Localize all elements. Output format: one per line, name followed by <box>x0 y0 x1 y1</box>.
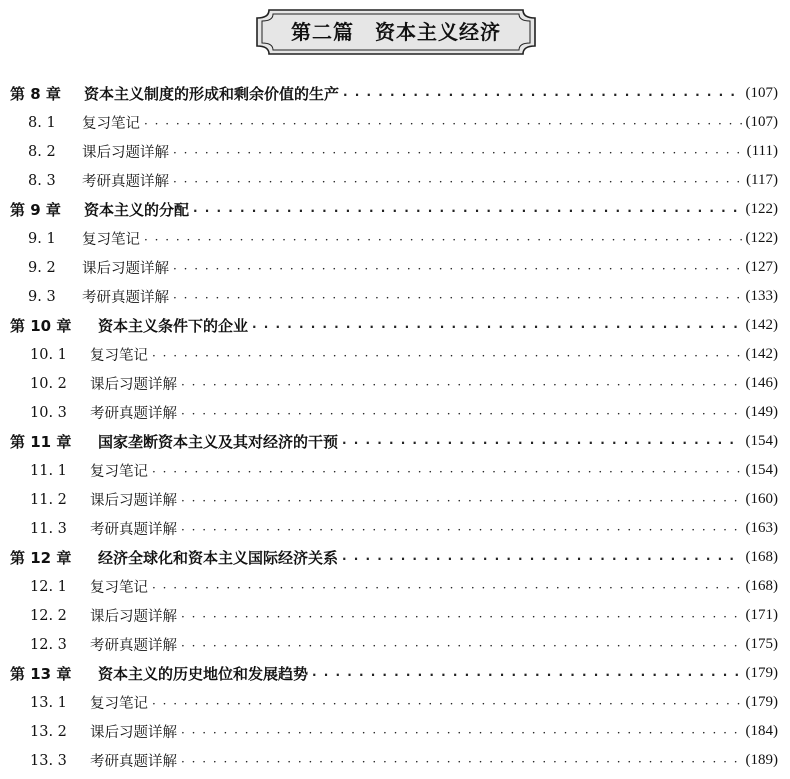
section-title: 课后习题详解 <box>90 493 177 509</box>
page-number: (111) <box>746 143 778 159</box>
chapter-number: 第 10 章 <box>10 317 72 335</box>
dot-leader <box>152 465 742 479</box>
chapter-title: 资本主义制度的形成和剩余价值的生产 <box>84 85 340 103</box>
page-number: (142) <box>745 346 778 362</box>
section-title: 考研真题详解 <box>90 522 177 538</box>
section-number: 12. 1 <box>30 578 67 595</box>
page-number: (107) <box>745 85 778 101</box>
section-title: 复习笔记 <box>90 580 148 596</box>
toc-section-row[interactable] <box>10 572 778 601</box>
table-of-contents <box>10 79 778 775</box>
section-title: 考研真题详解 <box>90 754 177 770</box>
toc-chapter-row[interactable] <box>10 79 778 108</box>
dot-leader <box>342 552 741 566</box>
page-number: (117) <box>746 172 778 188</box>
toc-section-row[interactable] <box>10 514 778 543</box>
dot-leader <box>312 668 741 682</box>
page-number: (160) <box>745 491 778 507</box>
dot-leader <box>152 697 742 711</box>
section-title: 课后习题详解 <box>90 725 177 741</box>
dot-leader <box>152 349 742 363</box>
toc-section-row[interactable] <box>10 137 778 166</box>
dot-leader <box>343 88 741 102</box>
section-title: 课后习题详解 <box>82 261 169 277</box>
chapter-title: 资本主义条件下的企业 <box>98 317 249 335</box>
chapter-title: 资本主义的历史地位和发展趋势 <box>98 665 309 683</box>
page-number: (149) <box>745 404 778 420</box>
part-header <box>0 4 790 60</box>
page-number: (175) <box>745 636 778 652</box>
toc-section-row[interactable] <box>10 166 778 195</box>
section-title: 复习笔记 <box>90 464 148 480</box>
dot-leader <box>181 407 742 421</box>
dot-leader <box>181 378 742 392</box>
chapter-title: 经济全球化和资本主义国际经济关系 <box>98 549 339 567</box>
chapter-number: 第 9 章 <box>10 201 61 219</box>
page-number: (127) <box>745 259 778 275</box>
section-title: 考研真题详解 <box>82 174 169 190</box>
toc-section-row[interactable] <box>10 688 778 717</box>
section-title: 考研真题详解 <box>82 290 169 306</box>
dot-leader <box>173 262 742 276</box>
chapter-number: 第 12 章 <box>10 549 72 567</box>
page-number: (179) <box>745 665 778 681</box>
section-number: 8. 2 <box>28 143 56 160</box>
page-number: (184) <box>745 723 778 739</box>
dot-leader <box>144 233 742 247</box>
toc-section-row[interactable] <box>10 224 778 253</box>
page-number: (163) <box>745 520 778 536</box>
dot-leader <box>173 146 743 160</box>
section-number: 11. 2 <box>30 491 67 508</box>
section-number: 13. 1 <box>30 694 67 711</box>
section-number: 10. 1 <box>30 346 67 363</box>
section-title: 复习笔记 <box>90 348 148 364</box>
part-title-banner <box>255 8 537 56</box>
page-number: (154) <box>745 433 778 449</box>
section-title: 复习笔记 <box>82 116 140 132</box>
section-title: 课后习题详解 <box>90 377 177 393</box>
dot-leader <box>181 639 742 653</box>
section-title: 考研真题详解 <box>90 638 177 654</box>
dot-leader <box>181 726 742 740</box>
chapter-number: 第 13 章 <box>10 665 72 683</box>
dot-leader <box>181 523 742 537</box>
toc-section-row[interactable] <box>10 630 778 659</box>
dot-leader <box>173 175 742 189</box>
toc-chapter-row[interactable] <box>10 311 778 340</box>
section-title: 复习笔记 <box>82 232 140 248</box>
section-title: 考研真题详解 <box>90 406 177 422</box>
toc-section-row[interactable] <box>10 108 778 137</box>
toc-chapter-row[interactable] <box>10 195 778 224</box>
section-number: 10. 3 <box>30 404 67 421</box>
section-number: 9. 3 <box>28 288 56 305</box>
chapter-title: 国家垄断资本主义及其对经济的干预 <box>98 433 339 451</box>
dot-leader <box>152 581 742 595</box>
toc-section-row[interactable] <box>10 282 778 311</box>
page-number: (142) <box>745 317 778 333</box>
dot-leader <box>252 320 741 334</box>
section-number: 8. 1 <box>28 114 56 131</box>
toc-chapter-row[interactable] <box>10 427 778 456</box>
dot-leader <box>181 610 742 624</box>
section-number: 11. 1 <box>30 462 67 479</box>
section-number: 9. 1 <box>28 230 56 247</box>
page-number: (133) <box>745 288 778 304</box>
toc-section-row[interactable] <box>10 746 778 775</box>
toc-chapter-row[interactable] <box>10 543 778 572</box>
chapter-title: 资本主义的分配 <box>84 201 190 219</box>
dot-leader <box>181 494 742 508</box>
page-number: (179) <box>745 694 778 710</box>
section-number: 8. 3 <box>28 172 56 189</box>
section-title: 课后习题详解 <box>90 609 177 625</box>
page-number: (122) <box>745 201 778 217</box>
section-title: 复习笔记 <box>90 696 148 712</box>
dot-leader <box>193 204 741 218</box>
page-number: (168) <box>745 549 778 565</box>
page-number: (122) <box>745 230 778 246</box>
page-number: (107) <box>745 114 778 130</box>
toc-section-row[interactable] <box>10 485 778 514</box>
section-number: 12. 3 <box>30 636 67 653</box>
toc-chapter-row[interactable] <box>10 659 778 688</box>
toc-section-row[interactable] <box>10 398 778 427</box>
toc-section-row[interactable] <box>10 601 778 630</box>
toc-section-row[interactable] <box>10 369 778 398</box>
page-number: (189) <box>745 752 778 768</box>
section-number: 10. 2 <box>30 375 67 392</box>
chapter-number: 第 8 章 <box>10 85 61 103</box>
section-number: 9. 2 <box>28 259 56 276</box>
section-number: 12. 2 <box>30 607 67 624</box>
page-number: (146) <box>745 375 778 391</box>
toc-section-row[interactable] <box>10 340 778 369</box>
dot-leader <box>144 117 742 131</box>
dot-leader <box>173 291 742 305</box>
section-number: 13. 3 <box>30 752 67 769</box>
toc-section-row[interactable] <box>10 717 778 746</box>
page-number: (154) <box>745 462 778 478</box>
page-number: (168) <box>745 578 778 594</box>
section-title: 课后习题详解 <box>82 145 169 161</box>
section-number: 11. 3 <box>30 520 67 537</box>
toc-section-row[interactable] <box>10 253 778 282</box>
page-number: (171) <box>745 607 778 623</box>
dot-leader <box>342 436 741 450</box>
section-number: 13. 2 <box>30 723 67 740</box>
dot-leader <box>181 755 742 769</box>
part-title: 第二篇 资本主义经济 <box>291 20 501 44</box>
chapter-number: 第 11 章 <box>10 433 72 451</box>
toc-section-row[interactable] <box>10 456 778 485</box>
